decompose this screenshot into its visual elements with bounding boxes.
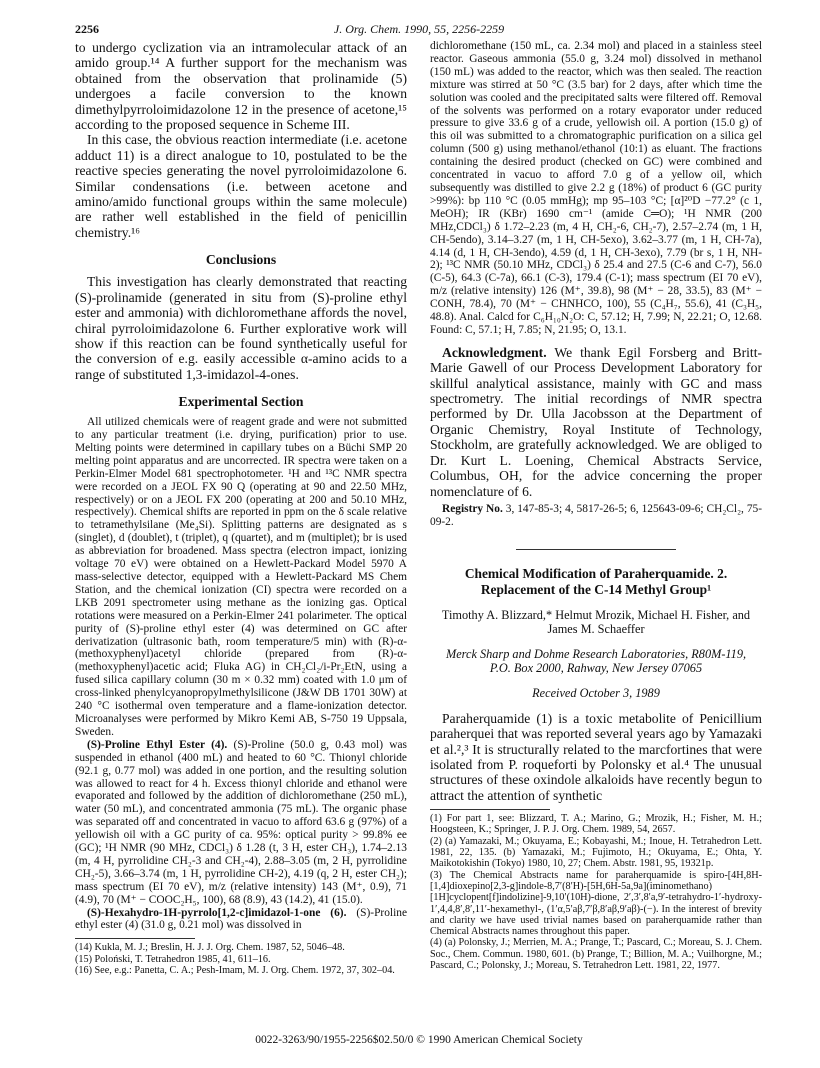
article-intro: Paraherquamide (1) is a toxic metabolite of Penicillium paraherquei that was reported several years ago by Yamazaki et al.²,³ It is structurally related to the marcfortines that were isolated from P. roqueforti by Polonsky et al.⁴ The unusual structures of these oxindole alkaloids have recently begun to attract the attention of synthetic [430, 710, 762, 803]
hexahydro-body: (S)-Proline ethyl ester (4) (31.0 g, 0.21 mol) was dissolved in [75, 906, 407, 932]
acknowledgment-body: We thank Egil Forsberg and Britt-Marie Gawell of our Process Development Laboratory for skillful analytical assistance, mainly with GC and mass spectrometry. The initial recordings of NMR spectra performed by Dr. Ulla Jacobsson at the Department of Organic Chemistry, Royal Institute of Technology, Stockholm, are gratefully acknowledged. We are obliged to Dr. Kurt L. Loening, Chemical Abstracts Service, Columbus, OH, for the advice concerning the proper nomenclature of 6. [430, 344, 762, 499]
page-number: 2256 [75, 22, 99, 36]
ester-body: (S)-Proline (50.0 g, 0.43 mol) was suspended in ethanol (400 mL) and heated to 60 °C. Thionyl chloride (92.1 g, 0.77 mol) was added in one portion, and the resulting solution was allowed to react for 4 h. Excess thionyl chloride and ethanol were evaporated and followed by the addition of dichloromethane (250 mL), water (50 mL), and concentrated ammonia (75 mL). The organic phase was separated off and concentrated in vacuo to afford 63.6 g (97%) of a yellowish oil with a GC purity of ca. 95%: optical purity > 99.8% ee (GC); ¹H NMR (90 MHz, CDCl₃) δ 1.28 (t, 3 H, ester CH₃), 1.74–2.13 (m, 4 H, pyrrolidine CH₂-3 and CH₂-4), 2.88–3.05 (m, 2 H, pyrrolidine CH₂-5), 3.66–3.74 (m, 1 H, pyrrolidine CH-2), 4.19 (q, 2 H, ester CH₂); mass spectrum (EI 70 eV), m/z (relative intensity) 143 (M⁺, 0.9), 71 (4.9), 70 (M⁺ − COOC₂H₅, 100), 68 (8.9), 43 (14.2), 41 (15.0). [75, 738, 407, 906]
received-date: Received October 3, 1989 [532, 685, 660, 700]
footnote-14: (14) Kukla, M. J.; Breslin, H. J. J. Org. Chem. 1987, 52, 5046–48. [75, 942, 345, 954]
footnote-3: (3) The Chemical Abstracts name for paraherquamide is spiro-[4H,8H-[1,4]dioxepino[2,3-g]indole-8,7′(8′H)-[5H,6H-5a,9a](iminomethano)[1H]cyclopent[f]indolizine]-9,10′(10H)-dione, 2′,3′,8′a,9′-tetrahydro-1′-hydroxy-1′,4,4,8′,8′,11′-hexamethyl-, (1′α,5′aβ,7′β,8′aβ,9′aβ)-(−). In the interest of brevity and clarity we have used trivial names based on paraherquamide rather than Chemical Abstracts names throughout this paper. [430, 869, 762, 938]
experimental-heading: Experimental Section [178, 394, 304, 410]
footnote-divider [75, 938, 195, 939]
registry-paragraph [430, 503, 762, 529]
journal-citation: J. Org. Chem. 1990, 55, 2256-2259 [333, 22, 505, 36]
article-title-line-1: Chemical Modification of Paraherquamide. 2. [464, 565, 728, 581]
intro-paragraph-2: In this case, the obvious reaction intermediate (i.e. acetone adduct 11) is a direct analogue to 10, postulated to be the reactive species generating the novel pyrroloimidazolone 6. Similar condensations (i.e. between acetone and amino/amido functional groups within the same molecule) are rather well established in the field of penicillin chemistry.¹⁶ [75, 132, 407, 240]
footnote-2: (2) (a) Yamazaki, M.; Okuyama, E.; Kobayashi, M.; Inoue, H. Tetrahedron Lett. 1981, 22, 135. (b) Yamazaki, M.; Fujimoto, H.; Okuyama, E.; Ohta, Y. Maikotokishin (Tokyo) 1980, 10, 27; Chem. Abstr. 1981, 95, 19321p. [430, 835, 762, 870]
hexahydro-title: (S)-Hexahydro-1H-pyrrolo[1,2-c]imidazol-1-one (6). [87, 906, 347, 919]
article-title [430, 566, 762, 598]
article-title-line-2: Replacement of the C-14 Methyl Group¹ [480, 581, 712, 597]
footnote-divider-right [430, 809, 550, 810]
hexahydro-paragraph [75, 907, 407, 933]
affiliation-line-2: P.O. Box 2000, Rahway, New Jersey 07065 [489, 661, 703, 676]
registry-lead: Registry No. [442, 502, 503, 515]
experimental-paragraph: All utilized chemicals were of reagent grade and were not submitted to any particular treatment (i.e. drying, purification) prior to use. Melting points were determined in capillary tubes on a Büchi SMP 20 melting point apparatus and are uncorrected. IR spectra were taken on a Perkin-Elmer Model 681 spectrophotometer. ¹H and ¹³C NMR spectra were recorded on a JEOL FX 90 Q (operating at 90 and 22.50 MHz, respectively) or on a JEOL FX 200 (operating at 200 and 50.10 MHz, respectively). Chemical shifts are reported in ppm on the δ scale relative to tetramethylsilane (Me₄Si). Splitting patterns are designated as s (singlet), d (doublet), t (triplet), q (quartet), and m (multiplet); br is used as abbreviation for broadened. Mass spectra (electron impact, ionizing voltage 70 eV) were obtained on a Hewlett-Packard Model 5970 A mass-selective detector, equipped with a Hewlett-Packard MS Chem Station, and the chemical ionization (CI) spectra were recorded on a LKB 2091 spectrometer using methane as the ionizing gas. Optical rotations were measured on a Perkin-Elmer 241 polarimeter. The optical purity of (S)-proline ethyl ester (4) was determined on GC after derivatization (ultrasonic bath, room temperature/5 min) with (R)-α-(methoxyphenyl)acetyl chloride (prepared from (R)-α-(methoxyphenyl)acetic acid; Fluka AG) in CH₂Cl₂/i-Pr₂EtN, using a fused silica capillary column (30 m × 0.32 mm) coated with 1.0 μm of cross-linked phenylcyanopropylmethylsilicone (J&W DB 1701 30W) at 240 °C isothermal oven temperature and a flame-ionization detector. Microanalyses were performed by Mikro Kemi AB, S-750 19 Uppsala, Sweden. [75, 416, 407, 738]
page-footer: 0022-3263/90/1955-2256$02.50/0 © 1990 American Chemical Society [255, 1034, 583, 1046]
ester-paragraph [75, 739, 407, 907]
footnote-1: (1) For part 1, see: Blizzard, T. A.; Marino, G.; Mrozik, H.; Fisher, M. H.; Hoogsteen, K.; Springer, J. P. J. Org. Chem. 1989, 54, 2657. [430, 813, 762, 836]
affiliation-line-1: Merck Sharp and Dohme Research Laboratories, R80M-119, [445, 646, 747, 661]
ester-title: (S)-Proline Ethyl Ester (4). [87, 738, 228, 751]
conclusions-paragraph: This investigation has clearly demonstrated that reacting (S)-prolinamide (generated in situ from (S)-proline ethyl ester and ammonia) with dichloromethane affords the novel, chiral pyrroloimidazolone 6. Further explorative work will show if this reaction can be found synthetically useful for the conversion of e.g. easily accessible α-amino acids to a range of substituted 1,3-imidazol-4-ones. [75, 274, 407, 382]
left-column [75, 40, 407, 976]
right-column [430, 40, 762, 971]
affiliation [430, 647, 762, 676]
acknowledgment-paragraph [430, 345, 762, 499]
intro-paragraph-1: to undergo cyclization via an intramolecular attack of an amido group.¹⁴ A further support for the mechanism was obtained from the observation that prolinamide (5) undergoes a facile conversion to the known dimethylpyrroloimidazolone 12 in the presence of acetone,¹⁵ according to the proposed sequence in Scheme III. [75, 40, 407, 133]
authors: Timothy A. Blizzard,* Helmut Mrozik, Michael H. Fisher, and James M. Schaeffer [441, 607, 751, 637]
running-header [75, 22, 763, 38]
acknowledgment-lead: Acknowledgment. [442, 344, 547, 360]
registry-body: 3, 147-85-3; 4, 5817-26-5; 6, 125643-09-6; CH₂Cl₂, 75-09-2. [430, 502, 762, 528]
conclusions-heading: Conclusions [205, 252, 277, 268]
article-divider [516, 549, 676, 550]
footnote-15: (15) Poloński, T. Tetrahedron 1985, 41, 611–16. [75, 953, 271, 965]
experimental-continuation: dichloromethane (150 mL, ca. 2.34 mol) and placed in a stainless steel reactor. Gaseous ammonia (55.0 g, 3.24 mol) dissolved in methanol (150 mL) was added to the reactor, which was then sealed. The reaction mixture was stirred at 50 °C (3.5 bar) for 2 days, after which time the solution was cooled and the precipitated salts were filtered off. Removal of the solvents was performed on a rotary evaporator under reduced pressure to give 33.6 g of a crude, yellowish oil. A portion (15.0 g) of this oil was submitted to a chromatographic purification on a silica gel column (500 g) using methanol/ethanol (10:1) as eluant. The fractions containing the desired product (checked on GC) were combined and concentrated in vacuo to afford 7.0 g of a yellow oil, which subsequently was distilled to give 2.2 g (18%) of product 6 (GC purity >99%): bp 110 °C (0.05 mmHg); mp 95–103 °C; [α]²⁰D −77.2° (c 1, MeOH); IR (KBr) 1690 cm⁻¹ (amide C═O); ¹H NMR (200 MHz,CDCl₃) δ 1.72–2.23 (m, 4 H, CH₂-6, CH₂-7), 2.57–2.74 (m, 1 H, CH-5endo), 3.14–3.27 (m, 1 H, CH-5exo), 3.62–3.77 (m, 1 H, CH-7a), 4.14 (d, 1 H, CH-3endo), 4.59 (d, 1 H, CH-3exo), 7.79 (br s, 1 H, NH-2); ¹³C NMR (50.10 MHz, CDCl₃) δ 25.4 and 27.5 (C-6 and C-7), 56.0 (C-5), 64.3 (C-7a), 66.1 (C-3), 179.4 (C-1); mass spectrum (EI 70 eV), m/z (relative intensity) 126 (M⁺, 39.8), 98 (M⁺ − 28, 33.5), 83 (M⁺ − CONH, 78.4), 70 (M⁺ − CHNHCO, 100), 55 (C₄H₇, 55.6), 41 (C₃H₅, 48.8). Anal. Calcd for C₆H₁₀N₂O: C, 57.12; H, 7.99; N, 22.21; O, 12.68. Found: C, 57.1; H, 7.85; N, 21.95; O, 13.1. [430, 40, 762, 336]
footnote-16: (16) See, e.g.: Panetta, C. A.; Pesh-Imam, M. J. Org. Chem. 1972, 37, 302–04. [75, 964, 395, 976]
footnote-4: (4) (a) Polonsky, J.; Merrien, M. A.; Prange, T.; Pascard, C.; Moreau, S. J. Chem. Soc., Chem. Commun. 1980, 601. (b) Prange, T.; Billion, M. A.; Vuilhorgne, M.; Pascard, C.; Polonsky, J.; Moreau, S. Tetrahedron Lett. 1981, 22, 1977. [430, 937, 762, 972]
